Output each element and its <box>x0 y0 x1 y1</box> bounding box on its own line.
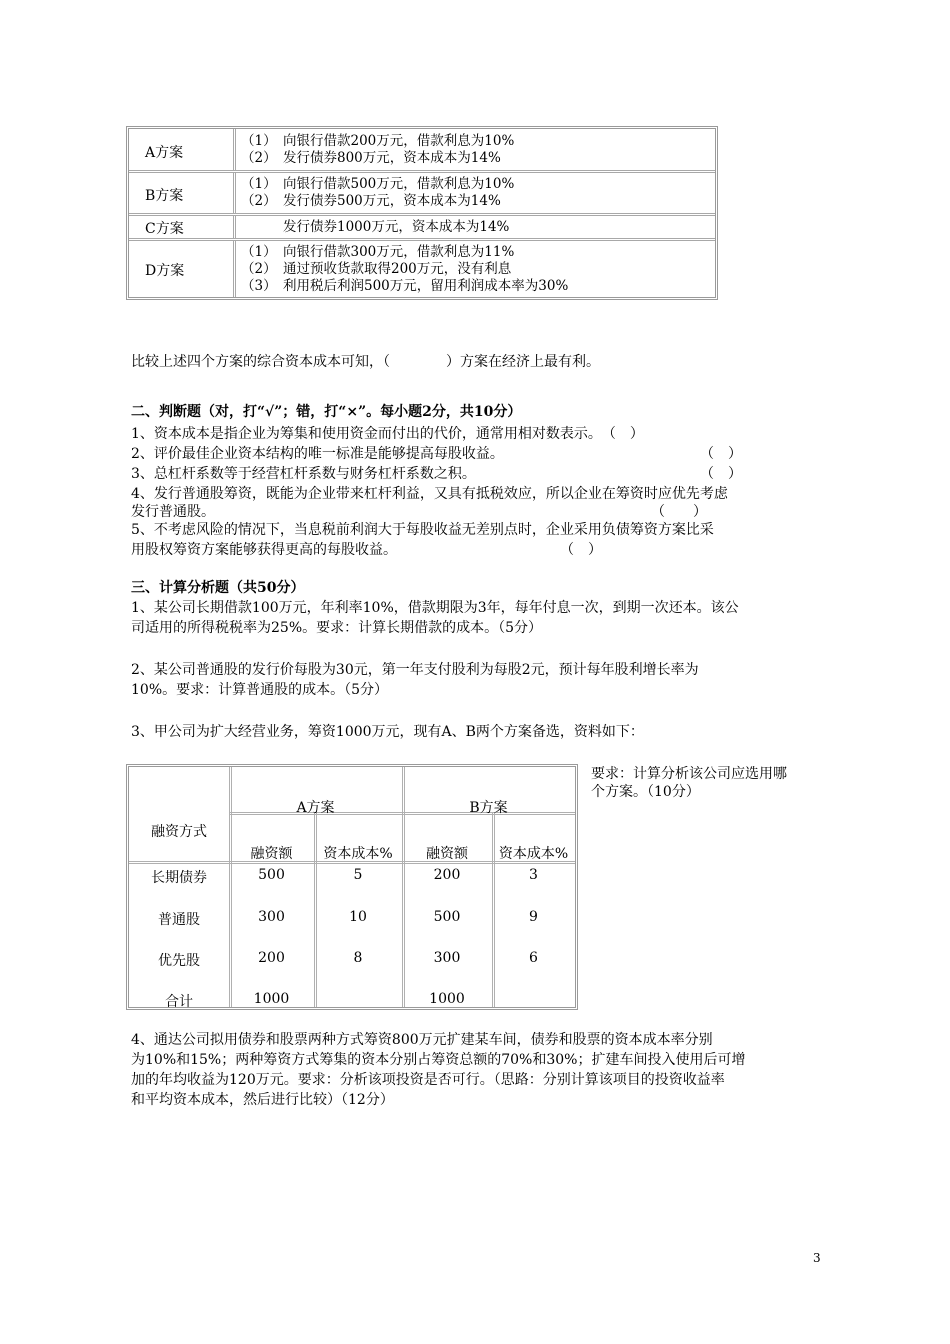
plan-item: （1） 向银行借款200万元，借款利息为10% <box>241 133 515 149</box>
calc-q1: 1、某公司长期借款100万元，年利率10%，借款期限为3年，每年付息一次，到期一次还本。该公 <box>131 600 739 616</box>
calc-q1-cont: 司适用的所得税税率为25%。要求：计算长期借款的成本。（5分） <box>131 620 543 636</box>
plan-b-header: B方案 <box>469 800 508 816</box>
plan-item: （1） 向银行借款500万元，借款利息为10% <box>241 176 515 192</box>
section3-heading: 三、计算分析题（共50分） <box>131 580 305 596</box>
plan-item: （2） 发行债券500万元，资本成本为14% <box>241 193 501 209</box>
cell-b-amount: 300 <box>433 950 461 966</box>
col-header: 融资额 <box>426 846 468 862</box>
judge-q5-paren: （ ） <box>560 542 602 558</box>
cell-a-cost: 8 <box>353 950 363 966</box>
cell-b-amount: 200 <box>433 867 461 883</box>
judge-q4-cont: 发行普通股。 <box>131 504 215 520</box>
judge-q2-paren: （ ） <box>700 446 742 462</box>
judge-q5: 5、不考虑风险的情况下，当息税前利润大于每股收益无差别点时，企业采用负债筹资方案比采 <box>131 522 714 538</box>
plan-label: D方案 <box>145 263 185 279</box>
plan-item: （1） 向银行借款300万元，借款利息为11% <box>241 244 515 260</box>
cell-b-cost: 9 <box>529 909 538 925</box>
cell-a-amount: 300 <box>258 909 285 925</box>
plan-label: B方案 <box>145 188 184 204</box>
plan-label: A方案 <box>145 145 184 161</box>
judge-q4: 4、发行普通股筹资，既能为企业带来杠杆利益，又具有抵税效应，所以企业在筹资时应优先考虑 <box>131 486 728 502</box>
financing-table <box>126 764 578 1010</box>
plans-table <box>126 126 718 300</box>
judge-q3: 3、总杠杆系数等于经营杠杆系数与财务杠杆系数之积。 <box>131 466 476 482</box>
calc-q3-requirement-cont: 个方案。（10分） <box>591 784 700 800</box>
table-corner-header: 融资方式 <box>151 824 207 840</box>
row-name: 优先股 <box>158 953 200 969</box>
calc-q3: 3、甲公司为扩大经营业务，筹资1000万元，现有A、B两个方案备选，资料如下： <box>131 724 644 740</box>
calc-q4-cont3: 和平均资本成本，然后进行比较）（12分） <box>131 1092 394 1108</box>
judge-q3-paren: （ ） <box>700 466 742 482</box>
calc-q3-requirement: 要求：计算分析该公司应选用哪 <box>591 766 787 782</box>
cell-a-cost: 5 <box>353 867 363 883</box>
page-number: 3 <box>813 1251 821 1265</box>
plan-item: 发行债券1000万元，资本成本为14% <box>283 219 510 235</box>
cell-b-amount: 500 <box>433 909 461 925</box>
calc-q4: 4、通达公司拟用债券和股票两种方式筹资800万元扩建某车间，债券和股票的资本成本率分别 <box>131 1032 713 1048</box>
plan-label: C方案 <box>145 221 184 237</box>
col-header: 资本成本% <box>323 846 393 862</box>
calc-q4-cont1: 为10%和15%；两种筹资方式筹集的资本分别占筹资总额的70%和30%；扩建车间投入使用后可增 <box>131 1052 746 1068</box>
calc-q2-cont: 10%。要求：计算普通股的成本。（5分） <box>131 682 389 698</box>
judge-q5-cont: 用股权筹资方案能够获得更高的每股收益。 <box>131 542 397 558</box>
col-header: 融资额 <box>250 846 293 862</box>
cell-b-cost: 6 <box>529 950 538 966</box>
judge-q4-paren: （ ） <box>651 504 707 520</box>
row-name: 长期债券 <box>151 870 207 886</box>
plan-row-c <box>129 216 715 241</box>
col-header: 资本成本% <box>498 846 569 862</box>
cell-a-amount: 1000 <box>253 991 290 1007</box>
cell-b-cost: 3 <box>529 867 538 883</box>
judge-q1: 1、资本成本是指企业为筹集和使用资金而付出的代价，通常用相对数表示。 （ ） <box>131 426 644 442</box>
plan-item: （3） 利用税后利润500万元，留用利润成本率为30% <box>241 278 569 294</box>
plan-item: （2） 通过预收货款取得200万元，没有利息 <box>241 261 512 277</box>
plan-item: （2） 发行债券800万元，资本成本为14% <box>241 150 501 166</box>
row-name: 普通股 <box>158 912 200 928</box>
cell-a-amount: 200 <box>258 950 285 966</box>
section2-heading: 二、判断题（对，打“√”；错，打“×”。每小题2分，共10分） <box>131 404 522 420</box>
calc-q4-cont2: 加的年均收益为120万元。要求：分析该项投资是否可行。（思路：分别计算该项目的投资收益率 <box>131 1072 725 1088</box>
plan-row-b <box>129 173 715 216</box>
compare-line: 比较上述四个方案的综合资本成本可知，（ ）方案在经济上最有利。 <box>131 354 600 370</box>
plan-row-a <box>129 129 715 173</box>
judge-q2: 2、评价最佳企业资本结构的唯一标准是能够提高每股收益。 <box>131 446 504 462</box>
plan-a-header: A方案 <box>296 800 335 816</box>
plan-row-d <box>129 241 715 297</box>
calc-q2: 2、某公司普通股的发行价每股为30元，第一年支付股利为每股2元，预计每年股利增长率为 <box>131 662 699 678</box>
cell-a-amount: 500 <box>258 867 285 883</box>
cell-b-amount: 1000 <box>429 991 465 1007</box>
cell-a-cost: 10 <box>349 909 367 925</box>
row-name: 合计 <box>165 994 193 1010</box>
